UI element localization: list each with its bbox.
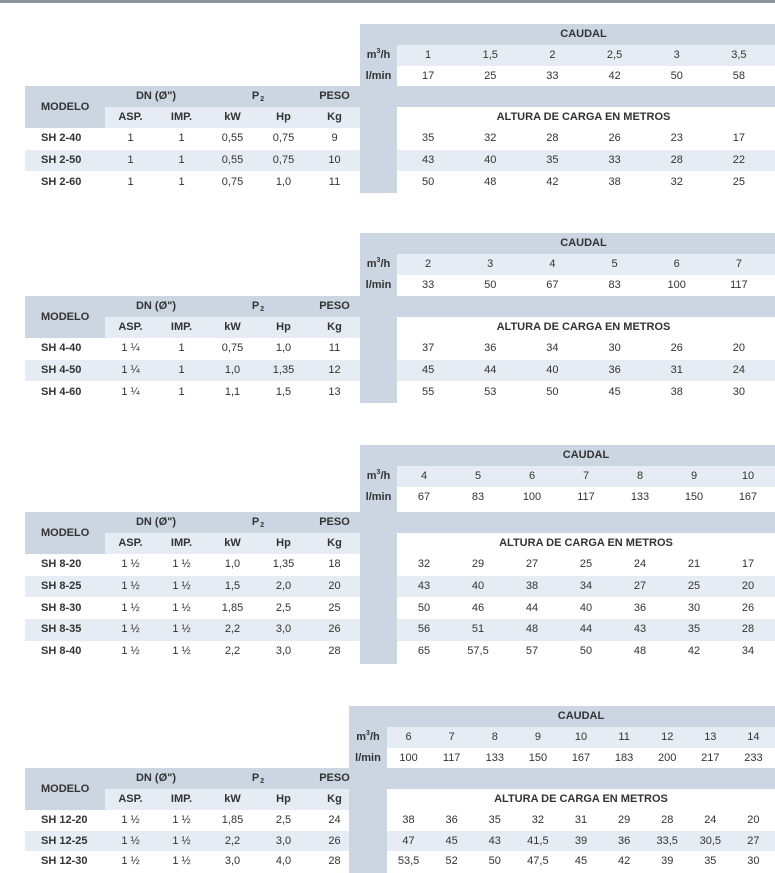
asp-header: ASP. (118, 111, 143, 123)
imp-value: 1 (178, 385, 185, 398)
imp-value: 1 ½ (172, 558, 191, 571)
kg-value: 25 (328, 601, 341, 614)
head-value: 40 (484, 154, 497, 167)
head-value: 36 (617, 834, 631, 847)
head-value: 37 (421, 342, 435, 355)
head-value: 53,5 (397, 855, 420, 868)
imp-value: 1 ½ (172, 623, 191, 636)
flow-lmin-value: 200 (658, 752, 677, 764)
flow-lmin-value: 217 (701, 752, 720, 764)
model-name: SH 2-50 (41, 154, 82, 167)
head-value: 51 (471, 623, 485, 636)
imp-value: 1 ½ (172, 834, 191, 847)
unit-lmin-label: l/min (355, 752, 381, 764)
asp-value: 1 (127, 154, 134, 167)
head-value: 30,5 (699, 834, 722, 847)
hp-value: 3,0 (275, 623, 292, 636)
head-value: 44 (579, 623, 593, 636)
head-value: 32 (670, 175, 683, 188)
modelo-header: MODELO (41, 100, 90, 113)
caudal-label: CAUDAL (562, 449, 610, 461)
right-header-band (387, 768, 775, 789)
head-value: 38 (402, 813, 415, 826)
head-value: 34 (579, 580, 593, 593)
kg-value: 12 (328, 364, 341, 377)
hp-value: 1,5 (275, 385, 292, 398)
flow-lmin-value: 67 (546, 279, 559, 291)
kg-value: 24 (328, 813, 341, 826)
head-value: 50 (417, 601, 431, 614)
model-name: SH 4-60 (41, 385, 82, 398)
peso-header: PESO (319, 300, 350, 312)
model-name: SH 8-20 (41, 558, 82, 571)
flow-lmin-value: 100 (522, 491, 542, 503)
model-name: SH 8-40 (41, 645, 82, 658)
asp-header: ASP. (118, 537, 143, 549)
flow-lmin-value: 100 (667, 279, 686, 291)
head-value: 44 (484, 364, 497, 377)
flow-m3h-value: 6 (528, 470, 536, 482)
head-value: 45 (445, 834, 458, 847)
head-value: 20 (732, 342, 746, 355)
kg-value: 26 (328, 834, 341, 847)
kg-value: 20 (328, 580, 341, 593)
head-value: 36 (445, 813, 458, 826)
kg-value: 11 (328, 342, 341, 355)
flow-m3h-value: 7 (448, 731, 455, 743)
flow-m3h-value: 4 (549, 258, 556, 270)
head-value: 48 (484, 175, 497, 188)
pump-table-3 (0, 445, 775, 664)
flow-lmin-value: 150 (528, 752, 548, 764)
head-value: 26 (741, 601, 755, 614)
flow-m3h-value: 4 (420, 470, 428, 482)
imp-header: IMP. (170, 111, 193, 123)
flow-lmin-value: 50 (484, 279, 497, 291)
kw-value: 1,85 (221, 813, 244, 826)
imp-value: 1 ½ (172, 855, 191, 868)
altura-label: ALTURA DE CARGA EN METROS (494, 793, 668, 805)
kg-header: Kg (327, 321, 342, 333)
p2-header: P 2 (251, 772, 265, 785)
model-name: SH 12-25 (41, 834, 88, 847)
flow-m3h-value: 6 (673, 258, 680, 270)
flow-m3h-value: 8 (636, 470, 644, 482)
kw-value: 3,0 (224, 855, 241, 868)
kw-value: 0,55 (221, 132, 244, 145)
pump-table-1 (0, 24, 775, 193)
flow-m3h-value: 2 (549, 49, 556, 61)
flow-m3h-value: 11 (618, 731, 630, 743)
unit-m3h-label: m 3 /h (366, 257, 391, 270)
head-value: 42 (617, 855, 631, 868)
head-value: 53 (484, 385, 497, 398)
flow-lmin-value: 117 (442, 752, 461, 764)
head-value: 29 (471, 558, 485, 571)
asp-value: 1 ¼ (121, 342, 140, 355)
head-value: 48 (525, 623, 539, 636)
imp-header: IMP. (170, 321, 193, 333)
flow-lmin-value: 150 (684, 491, 704, 503)
head-value: 57 (525, 645, 539, 658)
imp-header: IMP. (170, 537, 193, 549)
unit-m3h-label: m 3 /h (366, 469, 391, 482)
head-value: 17 (732, 132, 746, 145)
flow-m3h-value: 2,5 (606, 49, 623, 61)
head-value: 25 (732, 175, 746, 188)
dn-header: DN (Ø") (135, 772, 177, 784)
flow-m3h-value: 9 (534, 731, 541, 743)
hp-value: 4,0 (275, 855, 292, 868)
head-value: 45 (574, 855, 588, 868)
head-value: 50 (579, 645, 593, 658)
hp-value: 1,35 (272, 558, 295, 571)
flow-m3h-value: 2 (425, 258, 432, 270)
imp-header: IMP. (170, 793, 193, 805)
hp-header: Hp (276, 321, 291, 333)
head-value: 32 (531, 813, 544, 826)
head-value: 38 (670, 385, 683, 398)
head-value: 27 (525, 558, 539, 571)
head-value: 65 (417, 645, 431, 658)
head-value: 35 (421, 132, 435, 145)
flow-lmin-value: 50 (670, 70, 683, 82)
head-value: 30 (608, 342, 621, 355)
flow-lmin-value: 167 (738, 491, 758, 503)
kw-value: 0,75 (221, 175, 244, 188)
head-value: 39 (574, 834, 588, 847)
flow-m3h-value: 3,5 (731, 49, 747, 61)
head-value: 22 (732, 154, 746, 167)
head-value: 36 (484, 342, 497, 355)
head-value: 28 (670, 154, 683, 167)
head-value: 40 (546, 364, 559, 377)
hp-value: 1,35 (272, 364, 295, 377)
flow-lmin-value: 25 (484, 70, 497, 82)
hp-value: 1,0 (275, 342, 292, 355)
p2-header: P 2 (251, 90, 265, 103)
kg-header: Kg (327, 537, 342, 549)
flow-lmin-value: 83 (608, 279, 621, 291)
altura-label: ALTURA DE CARGA EN METROS (496, 321, 671, 333)
peso-header: PESO (319, 772, 350, 784)
head-value: 34 (546, 342, 559, 355)
dn-header: DN (Ø") (135, 516, 177, 528)
imp-value: 1 ½ (172, 580, 191, 593)
flow-m3h-value: 5 (474, 470, 482, 482)
kw-value: 0,75 (221, 342, 244, 355)
hp-header: Hp (276, 111, 291, 123)
right-header-band (397, 86, 775, 107)
head-value: 24 (633, 558, 647, 571)
head-value: 32 (484, 132, 497, 145)
caudal-label: CAUDAL (557, 710, 605, 722)
imp-value: 1 (178, 132, 185, 145)
peso-header: PESO (319, 516, 350, 528)
head-value: 23 (670, 132, 683, 145)
kw-value: 1,5 (224, 580, 241, 593)
flow-m3h-value: 10 (574, 731, 588, 743)
asp-value: 1 ½ (121, 645, 140, 658)
imp-value: 1 ½ (172, 813, 191, 826)
altura-label: ALTURA DE CARGA EN METROS (499, 537, 673, 549)
asp-value: 1 ¼ (121, 385, 140, 398)
head-value: 38 (608, 175, 621, 188)
head-value: 43 (417, 580, 431, 593)
right-header-band (397, 512, 775, 533)
imp-value: 1 (178, 154, 185, 167)
kg-value: 28 (328, 645, 341, 658)
asp-value: 1 ½ (121, 601, 140, 614)
asp-value: 1 ½ (121, 623, 140, 636)
kw-header: kW (224, 321, 241, 333)
head-value: 29 (617, 813, 631, 826)
flow-lmin-value: 133 (630, 491, 650, 503)
flow-lmin-value: 58 (732, 70, 746, 82)
head-value: 43 (633, 623, 647, 636)
head-value: 41,5 (527, 834, 549, 847)
hp-value: 2,0 (275, 580, 292, 593)
caudal-label: CAUDAL (560, 28, 607, 40)
flow-lmin-value: 167 (571, 752, 591, 764)
caudal-label: CAUDAL (560, 237, 607, 249)
flow-m3h-value: 12 (661, 731, 674, 743)
head-value: 35 (488, 813, 501, 826)
kw-value: 1,0 (224, 558, 241, 571)
head-value: 28 (661, 813, 674, 826)
head-value: 42 (546, 175, 559, 188)
asp-header: ASP. (118, 321, 143, 333)
flow-m3h-value: 6 (405, 731, 412, 743)
kg-value: 13 (328, 385, 341, 398)
flow-m3h-value: 9 (690, 470, 698, 482)
head-value: 44 (525, 601, 539, 614)
flow-m3h-value: 1 (425, 49, 432, 61)
right-header-band (397, 296, 775, 317)
asp-value: 1 ½ (121, 558, 140, 571)
altura-label: ALTURA DE CARGA EN METROS (496, 111, 671, 123)
flow-lmin-value: 117 (730, 279, 748, 291)
asp-value: 1 ½ (121, 834, 140, 847)
model-name: SH 12-20 (41, 813, 88, 826)
hp-value: 3,0 (275, 834, 292, 847)
head-value: 39 (661, 855, 674, 868)
head-value: 17 (741, 558, 755, 571)
head-value: 36 (633, 601, 647, 614)
flow-m3h-value: 1,5 (482, 49, 498, 61)
flow-m3h-value: 3 (673, 49, 680, 61)
kg-value: 11 (328, 175, 341, 188)
model-name: SH 4-40 (41, 342, 82, 355)
head-value: 46 (471, 601, 485, 614)
unit-m3h-label: m 3 /h (356, 730, 380, 743)
flow-lmin-value: 100 (399, 752, 418, 764)
unit-lmin-label: l/min (365, 491, 392, 503)
head-value: 24 (704, 813, 717, 826)
head-value: 40 (471, 580, 485, 593)
head-value: 28 (546, 132, 559, 145)
flow-lmin-value: 33 (421, 279, 435, 291)
kw-value: 1,0 (224, 364, 241, 377)
kg-value: 9 (331, 132, 338, 145)
model-name: SH 8-30 (41, 601, 82, 614)
kw-header: kW (224, 111, 241, 123)
head-value: 32 (417, 558, 431, 571)
head-value: 26 (608, 132, 621, 145)
flow-lmin-value: 33 (546, 70, 559, 82)
dn-header: DN (Ø") (135, 300, 177, 312)
head-value: 56 (417, 623, 431, 636)
head-value: 52 (445, 855, 458, 868)
flow-m3h-value: 14 (747, 731, 760, 743)
hp-value: 2,5 (275, 601, 292, 614)
head-value: 20 (741, 580, 755, 593)
kg-header: Kg (327, 793, 342, 805)
model-name: SH 2-40 (41, 132, 82, 145)
modelo-header: MODELO (41, 310, 90, 323)
flow-lmin-value: 17 (421, 70, 435, 82)
pump-table-2 (0, 233, 775, 403)
flow-lmin-value: 83 (471, 491, 485, 503)
head-value: 28 (741, 623, 755, 636)
flow-m3h-value: 3 (487, 258, 494, 270)
flow-m3h-value: 8 (491, 731, 498, 743)
peso-header: PESO (319, 90, 350, 102)
kg-value: 28 (328, 855, 341, 868)
top-divider (0, 0, 775, 3)
head-value: 40 (579, 601, 593, 614)
hp-value: 2,5 (275, 813, 292, 826)
hp-value: 0,75 (272, 132, 295, 145)
hp-header: Hp (276, 793, 291, 805)
kg-header: Kg (327, 111, 342, 123)
asp-value: 1 ½ (121, 855, 140, 868)
head-value: 48 (633, 645, 647, 658)
kw-value: 2,2 (224, 834, 241, 847)
kw-value: 0,55 (221, 154, 244, 167)
imp-value: 1 (178, 364, 185, 377)
kw-header: kW (224, 793, 241, 805)
model-name: SH 8-35 (41, 623, 82, 636)
dn-header: DN (Ø") (135, 90, 177, 102)
head-value: 55 (421, 385, 435, 398)
kw-header: kW (224, 537, 241, 549)
model-name: SH 2-60 (41, 175, 82, 188)
asp-value: 1 (127, 175, 134, 188)
head-value: 57,5 (467, 645, 489, 658)
head-value: 30 (747, 855, 760, 868)
kw-value: 2,2 (224, 645, 241, 658)
head-value: 26 (670, 342, 683, 355)
asp-value: 1 (127, 132, 134, 145)
head-value: 30 (732, 385, 746, 398)
flow-lmin-value: 233 (744, 752, 763, 764)
pump-table-4 (0, 706, 775, 873)
head-value: 35 (687, 623, 701, 636)
p2-header: P 2 (251, 516, 265, 529)
unit-lmin-label: l/min (365, 279, 392, 291)
head-value: 27 (633, 580, 647, 593)
hp-value: 1,0 (275, 175, 292, 188)
head-value: 50 (546, 385, 559, 398)
p2-header: P 2 (251, 300, 265, 313)
asp-value: 1 ¼ (121, 364, 140, 377)
head-value: 35 (546, 154, 559, 167)
hp-value: 0,75 (272, 154, 295, 167)
head-value: 47 (402, 834, 415, 847)
head-value: 25 (579, 558, 593, 571)
unit-m3h-label: m 3 /h (366, 48, 391, 61)
imp-value: 1 (178, 342, 185, 355)
head-value: 34 (741, 645, 755, 658)
head-value: 42 (687, 645, 701, 658)
head-value: 38 (525, 580, 539, 593)
imp-value: 1 ½ (172, 645, 191, 658)
model-name: SH 12-30 (41, 855, 88, 868)
head-value: 45 (421, 364, 435, 377)
head-value: 45 (608, 385, 621, 398)
head-value: 31 (670, 364, 683, 377)
head-value: 50 (488, 855, 501, 868)
asp-header: ASP. (118, 793, 143, 805)
head-value: 30 (687, 601, 701, 614)
modelo-header: MODELO (41, 526, 90, 539)
flow-m3h-value: 13 (704, 731, 717, 743)
asp-value: 1 ½ (121, 580, 140, 593)
head-value: 33,5 (656, 834, 678, 847)
kw-value: 2,2 (224, 623, 241, 636)
head-value: 31 (574, 813, 588, 826)
flow-m3h-value: 7 (582, 470, 590, 482)
head-value: 21 (687, 558, 701, 571)
head-value: 35 (704, 855, 717, 868)
hp-header: Hp (276, 537, 291, 549)
asp-value: 1 ½ (121, 813, 140, 826)
kg-value: 26 (328, 623, 341, 636)
head-value: 27 (747, 834, 760, 847)
model-name: SH 4-50 (41, 364, 82, 377)
head-value: 47,5 (527, 855, 549, 868)
flow-lmin-value: 133 (485, 752, 504, 764)
model-name: SH 8-25 (41, 580, 82, 593)
head-value: 24 (732, 364, 746, 377)
flow-lmin-value: 117 (577, 491, 595, 503)
modelo-header: MODELO (41, 782, 90, 795)
kw-value: 1,1 (224, 385, 241, 398)
head-value: 20 (747, 813, 760, 826)
head-value: 33 (608, 154, 621, 167)
head-value: 36 (608, 364, 621, 377)
flow-lmin-value: 42 (608, 70, 621, 82)
kg-value: 18 (328, 558, 341, 571)
hp-value: 3,0 (275, 645, 292, 658)
flow-m3h-value: 5 (611, 258, 618, 270)
head-value: 50 (421, 175, 435, 188)
kw-value: 1,85 (221, 601, 244, 614)
flow-lmin-value: 67 (417, 491, 431, 503)
kg-value: 10 (328, 154, 341, 167)
unit-lmin-label: l/min (365, 70, 392, 82)
head-value: 25 (687, 580, 701, 593)
flow-m3h-value: 7 (735, 258, 742, 270)
imp-value: 1 (178, 175, 185, 188)
flow-lmin-value: 183 (614, 752, 634, 764)
head-value: 43 (488, 834, 501, 847)
flow-m3h-value: 10 (741, 470, 755, 482)
imp-value: 1 ½ (172, 601, 191, 614)
head-value: 43 (421, 154, 435, 167)
